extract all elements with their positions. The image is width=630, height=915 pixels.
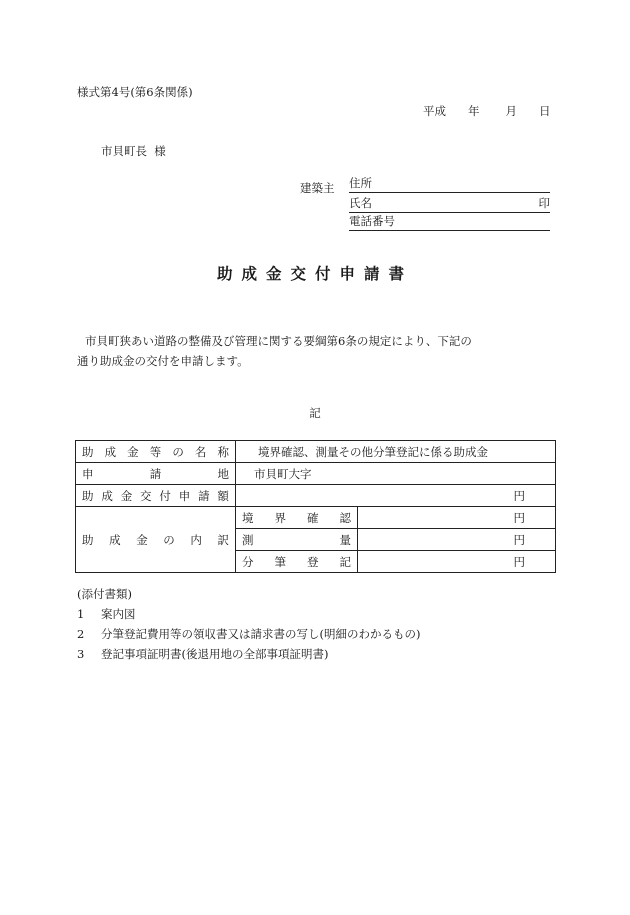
- site-label: 申 請 地: [82, 466, 229, 481]
- breakdown-item-label: [236, 551, 358, 573]
- address-label: 住所: [349, 176, 372, 190]
- document-title: 助成金交付申請書: [216, 264, 413, 283]
- attachment-number: 2: [77, 627, 85, 641]
- table-row: [76, 507, 556, 529]
- phone-field[interactable]: [349, 215, 550, 231]
- table-row: [76, 485, 556, 507]
- attachment-text: 登記事項証明書(後退用地の全部事項証明書): [101, 647, 329, 661]
- form-number: 様式第4号(第6条関係): [77, 85, 193, 99]
- phone-label: 電話番号: [349, 214, 395, 228]
- breakdown-label: 助 成 金 の 内 訳: [82, 532, 229, 547]
- subsidy-name-label-cell: [76, 441, 236, 463]
- breakdown-item-value[interactable]: [358, 529, 556, 551]
- breakdown-item-text: 測 量: [242, 532, 351, 547]
- breakdown-label-cell: [76, 507, 236, 573]
- attachment-text: 案内図: [101, 607, 136, 621]
- ki-heading: 記: [309, 406, 321, 420]
- table-row: [76, 441, 556, 463]
- attachments: [77, 584, 420, 664]
- addressee: 市貝町長 様: [101, 144, 166, 158]
- site-value[interactable]: 市貝町大字: [236, 463, 556, 485]
- date-year: 年: [468, 104, 480, 118]
- attachment-item: [77, 604, 420, 624]
- breakdown-item-label: [236, 507, 358, 529]
- breakdown-item-value[interactable]: [358, 507, 556, 529]
- breakdown-unit: 円: [513, 554, 525, 569]
- amount-value[interactable]: [236, 485, 556, 507]
- subsidy-name-value: 境界確認、測量その他分筆登記に係る助成金: [236, 441, 556, 463]
- body-text: [77, 331, 472, 371]
- address-field[interactable]: [349, 177, 550, 193]
- breakdown-unit: 円: [513, 532, 525, 547]
- attachment-number: 1: [77, 607, 85, 621]
- site-label-cell: [76, 463, 236, 485]
- amount-label: 助 成 金 交 付 申 請 額: [82, 488, 229, 503]
- breakdown-unit: 円: [513, 510, 525, 525]
- date-line: [423, 103, 551, 119]
- date-day: 日: [539, 104, 551, 118]
- amount-unit: 円: [513, 488, 525, 503]
- breakdown-item-text: 分 筆 登 記: [242, 554, 351, 569]
- breakdown-item-label: [236, 529, 358, 551]
- table-row: [76, 463, 556, 485]
- seal-mark: 印: [538, 196, 550, 210]
- date-month: 月: [505, 104, 517, 118]
- breakdown-item-value[interactable]: [358, 551, 556, 573]
- subsidy-name-label: 助 成 金 等 の 名 称: [82, 444, 229, 459]
- attachment-item: [77, 624, 420, 644]
- application-table: [75, 440, 556, 573]
- body-line-1: 市貝町狭あい道路の整備及び管理に関する要綱第6条の規定により、下記の: [85, 334, 472, 348]
- breakdown-item-text: 境 界 確 認: [242, 510, 351, 525]
- name-label: 氏名: [349, 196, 372, 210]
- attachment-text: 分筆登記費用等の領収書又は請求書の写し(明細のわかるもの): [101, 627, 421, 641]
- name-field[interactable]: [349, 197, 550, 213]
- attachments-heading: (添付書類): [77, 587, 132, 601]
- date-era: 平成: [423, 104, 446, 118]
- body-line-2: 通り助成金の交付を申請します。: [77, 354, 249, 368]
- applicant-label: 建築主: [300, 181, 335, 195]
- attachment-item: [77, 644, 420, 664]
- amount-label-cell: [76, 485, 236, 507]
- attachment-number: 3: [77, 647, 85, 661]
